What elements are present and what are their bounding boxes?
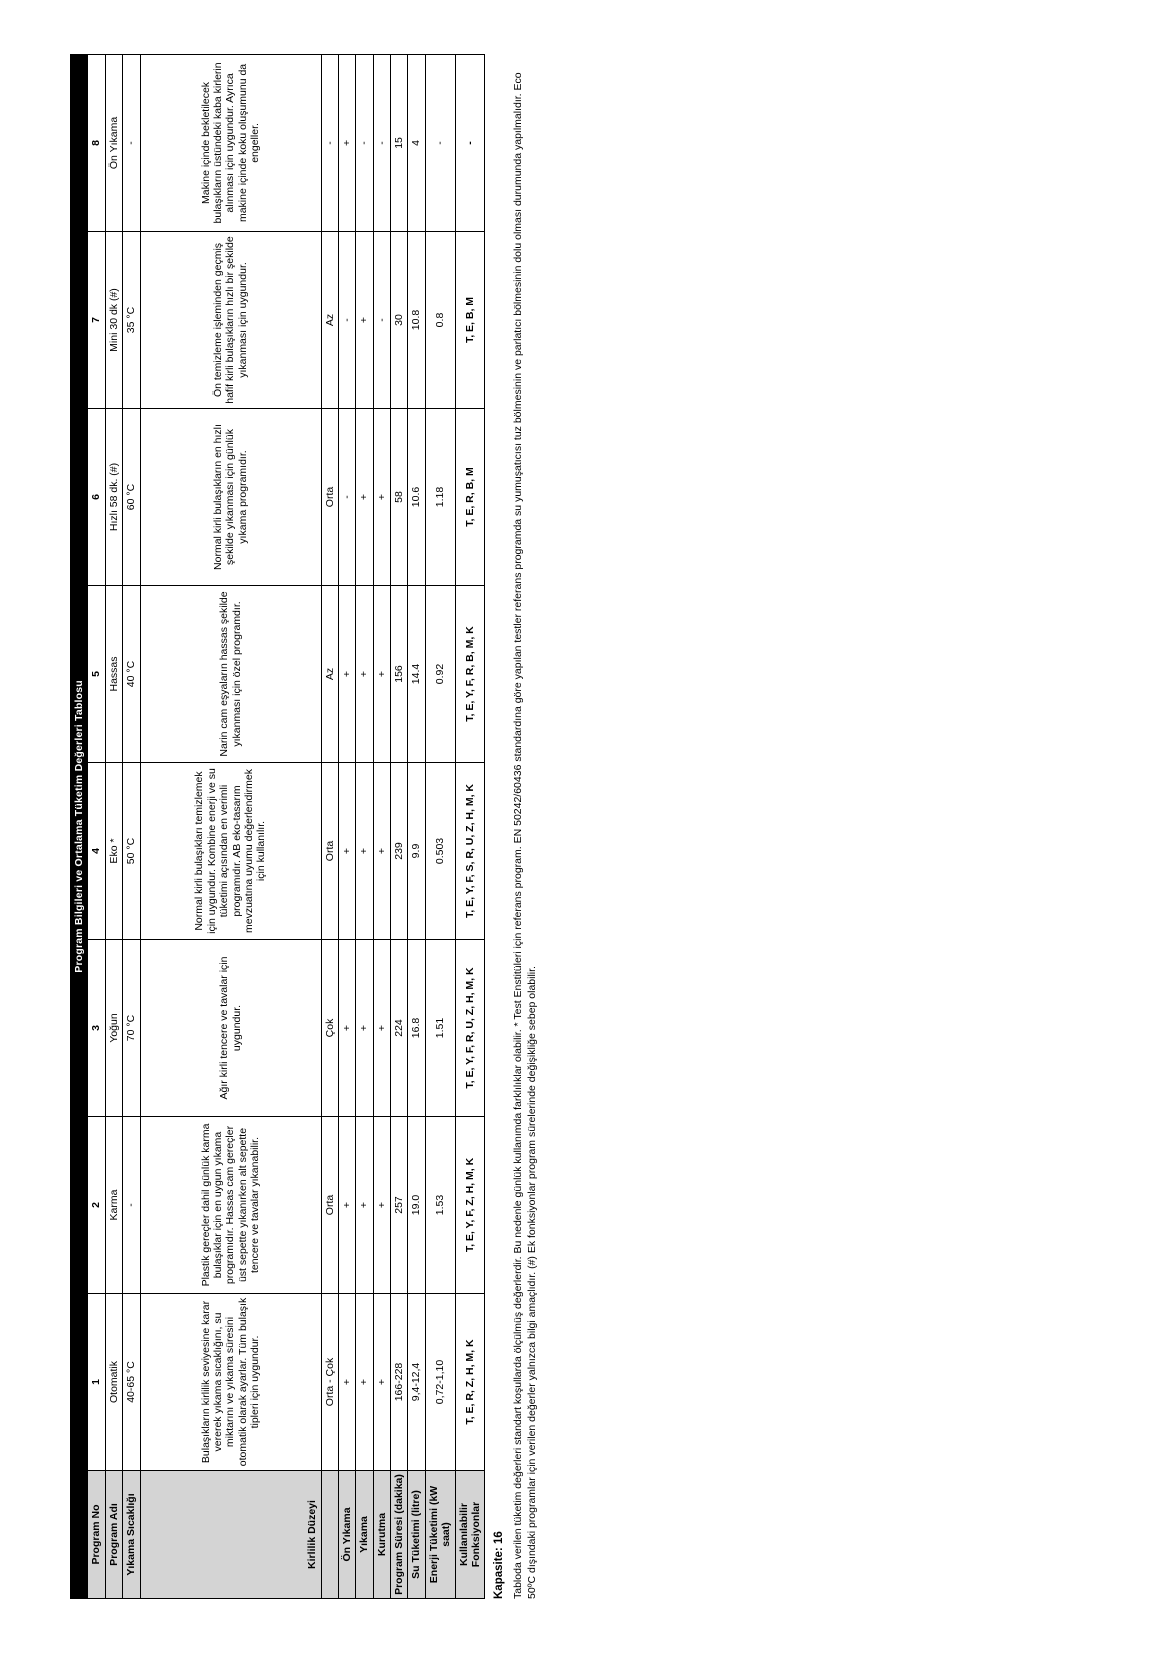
energy-consumption-8: -: [425, 54, 455, 231]
program-duration-6: 58: [390, 408, 407, 585]
prewash-8: +: [338, 54, 355, 231]
wash-3: +: [355, 939, 372, 1116]
prewash-7: -: [338, 231, 355, 408]
water-consumption-6: 10.6: [407, 408, 424, 585]
program-name-7: Mini 30 dk (#): [105, 231, 122, 408]
wash-temperature-1: 40-65 °C: [122, 1293, 139, 1470]
water-consumption-8: 4: [407, 54, 424, 231]
program-description-7: Ön temizleme işleminden geçmiş hafif kirli bulaşıkların hızlı bir şekilde yıkanması için uygundur.: [140, 231, 321, 408]
wash-4: +: [355, 762, 372, 939]
drying-1: +: [373, 1293, 390, 1470]
row-label-available-functions: Kullanılabilir Fonksiyonlar: [455, 1470, 485, 1598]
soil-level-7: Az: [321, 231, 338, 408]
table-title: Program Bilgileri ve Ortalama Tüketim Değerleri Tablosu: [70, 54, 87, 1598]
program-duration-2: 257: [390, 1116, 407, 1293]
row-available-functions: [455, 54, 485, 1598]
row-label-program-no: Program No: [87, 1470, 104, 1598]
available-functions-6: T, E, R, B, M: [455, 408, 485, 585]
program-description-1: Bulaşıkların kirlilik seviyesine karar vererek yıkama sıcaklığını, su miktarını ve yıkama süresini otomatik olarak ayarlar. Tüm bulaşık tipleri için uygundur.: [140, 1293, 321, 1470]
available-functions-7: T, E, B, M: [455, 231, 485, 408]
row-water-consumption: [407, 54, 424, 1598]
program-description-6: Normal kirli bulaşıkların en hızlı şekilde yıkanması için günlük yıkama programıdır.: [140, 408, 321, 585]
program-table-document: [64, 47, 543, 1607]
row-label-soil-level: Kirlilik Düzeyi: [140, 1470, 321, 1598]
row-wash-temperature: [122, 54, 139, 1598]
wash-temperature-4: 50 °C: [122, 762, 139, 939]
prewash-6: -: [338, 408, 355, 585]
wash-temperature-2: -: [122, 1116, 139, 1293]
program-duration-3: 224: [390, 939, 407, 1116]
energy-consumption-4: 0.503: [425, 762, 455, 939]
prewash-3: +: [338, 939, 355, 1116]
row-program-duration: [390, 54, 407, 1598]
row-label-drying: Kurutma: [373, 1470, 390, 1598]
soil-level-4: Orta: [321, 762, 338, 939]
prewash-4: +: [338, 762, 355, 939]
rotated-page-wrapper: [64, 47, 1104, 1607]
wash-2: +: [355, 1116, 372, 1293]
row-program-description: [140, 54, 321, 1598]
drying-5: +: [373, 585, 390, 762]
program-duration-1: 166-228: [390, 1293, 407, 1470]
footer-notes: [492, 55, 539, 1599]
available-functions-5: T, E, Y, F, R, B, M, K: [455, 585, 485, 762]
soil-level-2: Orta: [321, 1116, 338, 1293]
prewash-1: +: [338, 1293, 355, 1470]
row-energy-consumption: [425, 54, 455, 1598]
wash-5: +: [355, 585, 372, 762]
prewash-5: +: [338, 585, 355, 762]
row-label-wash-temperature: Yıkama Sıcaklığı: [122, 1470, 139, 1598]
water-consumption-2: 19.0: [407, 1116, 424, 1293]
drying-7: -: [373, 231, 390, 408]
program-description-4: Normal kirli bulaşıkları temizlemek için uygundur. Kombine enerji ve su tüketimi açısından en verimli programıdır. AB eko-tasarım mevzuatına uyumu değerlendirmek için kullanılır.: [140, 762, 321, 939]
row-wash: [355, 54, 372, 1598]
energy-consumption-7: 0.8: [425, 231, 455, 408]
wash-temperature-6: 60 °C: [122, 408, 139, 585]
program-consumption-table: [70, 53, 485, 1598]
water-consumption-3: 16.8: [407, 939, 424, 1116]
program-name-8: Ön Yıkama: [105, 54, 122, 231]
row-label-water-consumption: Su Tüketimi (litre): [407, 1470, 424, 1598]
table-title-row: [70, 54, 87, 1598]
wash-8: -: [355, 54, 372, 231]
soil-level-8: -: [321, 54, 338, 231]
water-consumption-7: 10.8: [407, 231, 424, 408]
column-number-5: 5: [87, 585, 104, 762]
row-label-wash: Yıkama: [355, 1470, 372, 1598]
prewash-2: +: [338, 1116, 355, 1293]
soil-level-1: Orta - Çok: [321, 1293, 338, 1470]
column-number-8: 8: [87, 54, 104, 231]
energy-consumption-6: 1.18: [425, 408, 455, 585]
row-label-prewash: Ön Yıkama: [338, 1470, 355, 1598]
wash-temperature-5: 40 °C: [122, 585, 139, 762]
available-functions-2: T, E, Y, F, Z, H, M, K: [455, 1116, 485, 1293]
wash-6: +: [355, 408, 372, 585]
row-drying: [373, 54, 390, 1598]
wash-7: +: [355, 231, 372, 408]
program-name-5: Hassas: [105, 585, 122, 762]
program-name-4: Eko *: [105, 762, 122, 939]
program-description-2: Plastik gereçler dahil günlük karma bulaşıklar için en uygun yıkama programıdır. Hassas cam gereçler üst sepette yıkanırken alt sepette tencere ve tavalar yıkanabilir.: [140, 1116, 321, 1293]
footer-note-text: Tabloda verilen tüketim değerleri standart koşullarda ölçülmüş değerlerdir. Bu nedenle günlük kullanımda farklılıklar olabilir. * Test Enstitüleri için referans program. EN 50242/60436 standardına göre yapılan testler referans programda su yumuşatıcısı tuz bölmesinin ve parlatıcı bölmesinin dolu olması durumunda yapılmalıdır. Eco 50ºC dışındaki programlar için verilen değerler yalnızca bilgi amaçlıdır. (#) Ek fonksiyonlar program sürelerinde değişikliğe sebep olabilir.: [511, 71, 538, 1599]
row-program-name: [105, 54, 122, 1598]
program-description-8: Makine içinde bekletilecek bulaşıkların üstündeki kaba kirlerin alınması için uygundur. Ayrıca makine içinde koku oluşumunu da engeller.: [140, 54, 321, 231]
program-description-3: Ağır kirli tencere ve tavalar için uygundur.: [140, 939, 321, 1116]
drying-8: -: [373, 54, 390, 231]
row-prewash: [338, 54, 355, 1598]
program-duration-5: 156: [390, 585, 407, 762]
row-label-program-duration: Program Süresi (dakika): [390, 1470, 407, 1598]
column-number-1: 1: [87, 1293, 104, 1470]
wash-temperature-7: 35 °C: [122, 231, 139, 408]
soil-level-3: Çok: [321, 939, 338, 1116]
water-consumption-4: 9.9: [407, 762, 424, 939]
program-name-3: Yoğun: [105, 939, 122, 1116]
column-number-7: 7: [87, 231, 104, 408]
program-name-1: Otomatik: [105, 1293, 122, 1470]
drying-3: +: [373, 939, 390, 1116]
available-functions-4: T, E, Y, F, S, R, U, Z, H, M, K: [455, 762, 485, 939]
column-number-6: 6: [87, 408, 104, 585]
energy-consumption-1: 0,72-1,10: [425, 1293, 455, 1470]
water-consumption-5: 14.4: [407, 585, 424, 762]
column-number-2: 2: [87, 1116, 104, 1293]
capacity-label: Kapasite: 16: [492, 1530, 505, 1599]
program-duration-4: 239: [390, 762, 407, 939]
row-label-soil-level-spacer: [321, 1470, 338, 1598]
wash-temperature-8: -: [122, 54, 139, 231]
row-soil-level-values: [321, 54, 338, 1598]
available-functions-1: T, E, R, Z, H, M, K: [455, 1293, 485, 1470]
program-name-2: Karma: [105, 1116, 122, 1293]
program-duration-8: 15: [390, 54, 407, 231]
soil-level-5: Az: [321, 585, 338, 762]
column-number-3: 3: [87, 939, 104, 1116]
row-label-program-name: Program Adı: [105, 1470, 122, 1598]
energy-consumption-5: 0.92: [425, 585, 455, 762]
soil-level-6: Orta: [321, 408, 338, 585]
drying-4: +: [373, 762, 390, 939]
drying-2: +: [373, 1116, 390, 1293]
available-functions-3: T, E, Y, F, R, U, Z, H, M, K: [455, 939, 485, 1116]
program-description-5: Narin cam eşyaların hassas şekilde yıkanması için özel programdır.: [140, 585, 321, 762]
available-functions-8: -: [455, 54, 485, 231]
wash-1: +: [355, 1293, 372, 1470]
drying-6: +: [373, 408, 390, 585]
wash-temperature-3: 70 °C: [122, 939, 139, 1116]
row-label-energy-consumption: Enerji Tüketimi (kW saat): [425, 1470, 455, 1598]
program-name-6: Hızlı 58 dk. (#): [105, 408, 122, 585]
water-consumption-1: 9,4-12,4: [407, 1293, 424, 1470]
energy-consumption-2: 1.53: [425, 1116, 455, 1293]
row-program-no: [87, 54, 104, 1598]
column-number-4: 4: [87, 762, 104, 939]
energy-consumption-3: 1.51: [425, 939, 455, 1116]
program-duration-7: 30: [390, 231, 407, 408]
